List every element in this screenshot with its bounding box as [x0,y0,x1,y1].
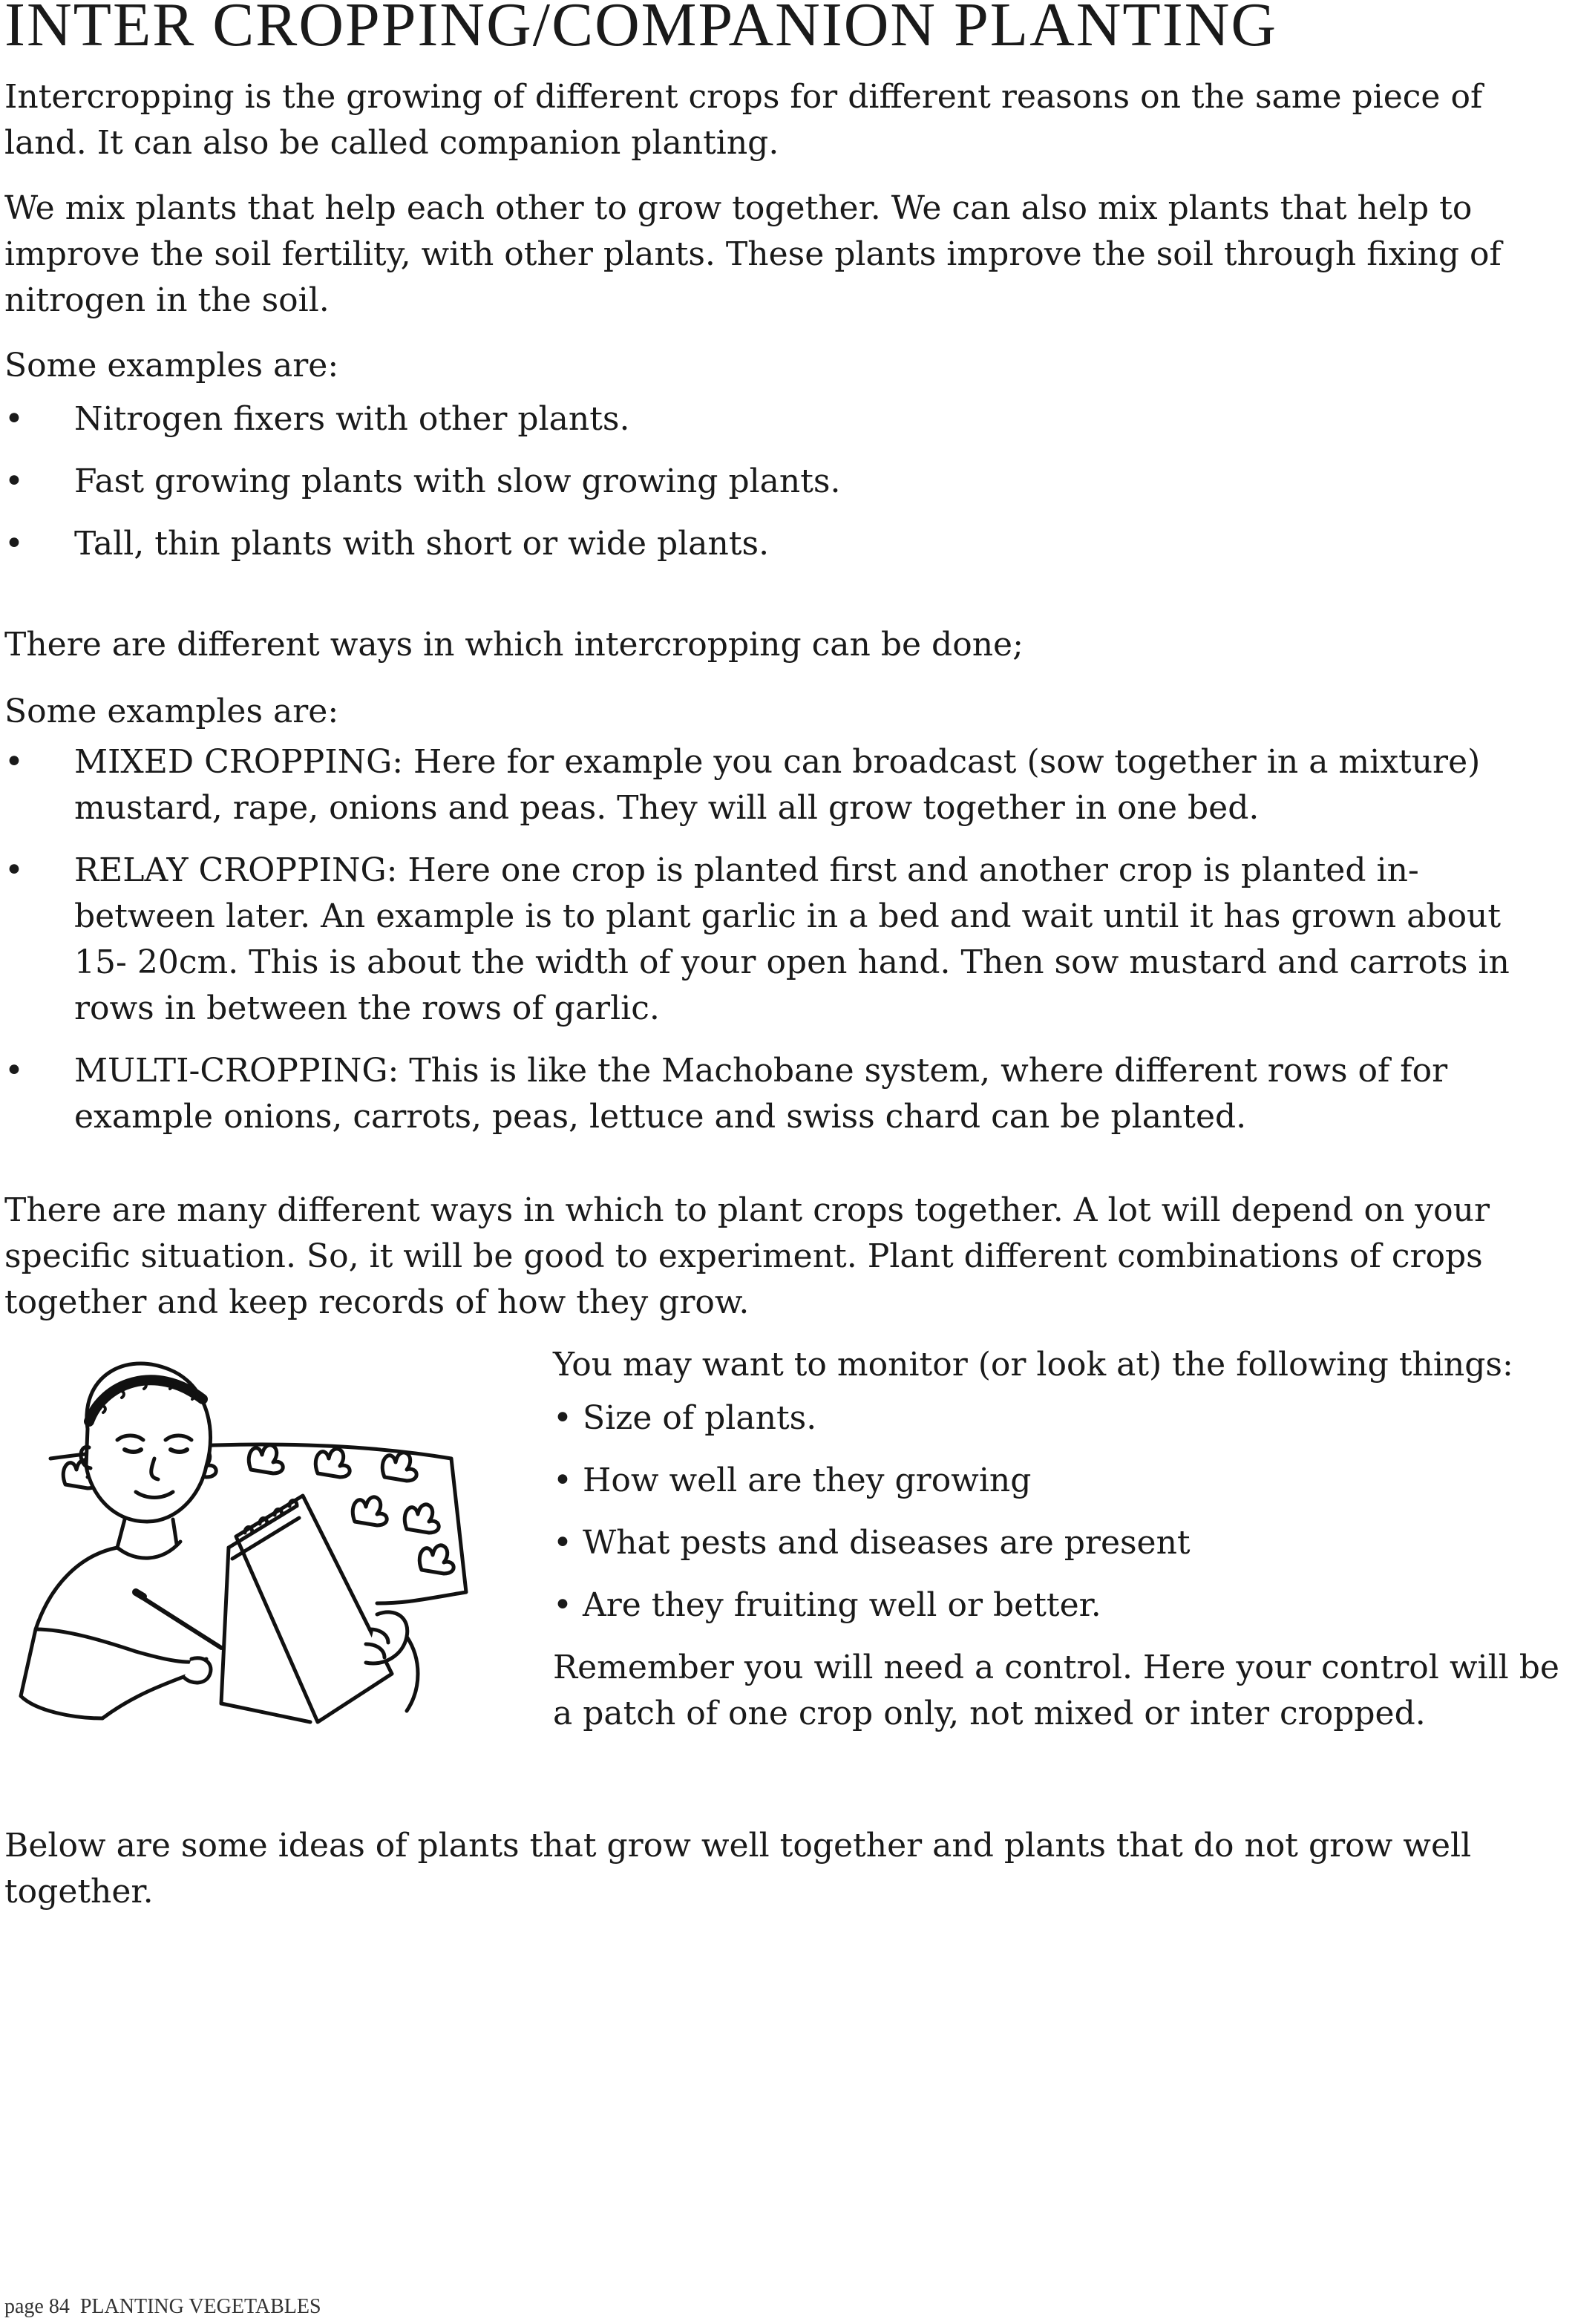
intro-paragraph-1: Intercropping is the growing of different crops for different reasons on the same piece of land. It can also be called companion planting. [4,78,1483,162]
list-item: • Fast growing plants with slow growing plants. [4,459,1563,505]
bullet-icon: • [4,525,24,563]
person-writing-illustration [6,1347,481,1726]
bullet-icon: • [4,462,24,500]
intro-paragraph-2: We mix plants that help each other to grow together. We can also mix plants that help to improve the soil fertility, with other plants. These plants improve the soil through fixing of nitrogen in the soil. [4,189,1502,319]
list-item: • Tall, thin plants with short or wide plants. [4,521,1563,567]
ways-heading: Some examples are: [4,693,339,730]
monitor-list [553,1395,1570,1629]
examples-heading: Some examples are: [4,347,339,384]
bullet-icon: • [4,1052,24,1090]
list-item: • MULTI-CROPPING: This is like the Machobane system, where different rows of for example onions, carrots, peas, lettuce and swiss chard can be planted. [4,1048,1548,1140]
list-item: • Nitrogen fixers with other plants. [4,396,1563,442]
bullet-icon: • [4,400,24,438]
experiment-paragraph: There are many different ways in which to plant crops together. A lot will depend on your specific situation. So, it will be good to experiment. Plant different combinations of crops together and keep records of how they grow. [4,1191,1490,1321]
examples-list [4,396,1563,583]
control-note: Remember you will need a control. Here your control will be a patch of one crop only, not mixed or inter cropped. [553,1649,1559,1732]
page-title: INTER CROPPING/COMPANION PLANTING [4,0,1278,59]
list-item: • Are they fruiting well or better. [553,1586,1101,1624]
monitor-intro: You may want to monitor (or look at) the following things: [553,1346,1513,1384]
bullet-icon: • [553,1586,572,1624]
ways-intro: There are different ways in which intercropping can be done; [4,626,1024,664]
below-paragraph: Below are some ideas of plants that grow well together and plants that do not grow well together. [4,1827,1472,1911]
monitor-section [553,1342,1570,1737]
bullet-icon: • [553,1399,572,1437]
ways-list [4,739,1548,1156]
list-item: • Size of plants. [553,1399,817,1437]
list-item: • MIXED CROPPING: Here for example you can broadcast (sow together in a mixture) mustard, rape, onions and peas. They will all grow together in one bed. [4,739,1548,831]
bullet-icon: • [553,1461,572,1499]
bullet-icon: • [553,1524,572,1562]
page-number: page 84 [4,2295,70,2318]
bullet-icon: • [4,851,24,889]
page-footer [4,2295,321,2319]
section-name: PLANTING VEGETABLES [79,2295,321,2318]
list-item: • What pests and diseases are present [553,1524,1191,1562]
list-item: • How well are they growing [553,1461,1032,1499]
bullet-icon: • [4,743,24,781]
list-item: • RELAY CROPPING: Here one crop is planted first and another crop is planted in- between later. An example is to plant garlic in a bed and wait until it has grown about 15- 20cm. This is about the width of your open hand. Then sow mustard and carrots in rows in between the rows of garlic. [4,848,1548,1032]
